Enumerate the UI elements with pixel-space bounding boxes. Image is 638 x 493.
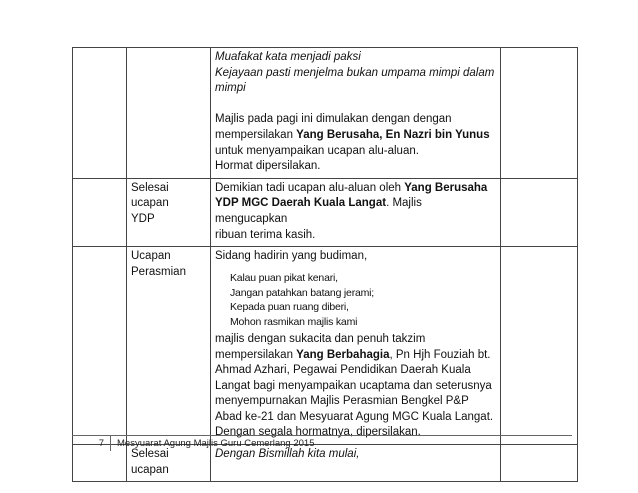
script-line <box>215 181 496 197</box>
script-cell <box>211 178 501 246</box>
script-line: Kejayaan pasti menjelma bukan umpama mimpi dalam <box>215 66 495 79</box>
script-line: untuk menyampaikan ucapan alu-aluan. <box>215 144 419 157</box>
pantun-line: Jangan patahkan batang jerami; <box>230 286 375 299</box>
footer-text: Mesyuarat Agung Majlis Guru Cemerlang 2015 <box>117 438 315 449</box>
notes-cell <box>501 178 578 246</box>
script-text: , Pn Hjh Fouziah bt. <box>389 348 491 361</box>
agenda-line: Perasmian <box>131 265 186 278</box>
script-line: Sidang hadirin yang budiman, <box>215 250 368 263</box>
honorific: Yang Berbahagia <box>296 348 390 361</box>
script-line <box>215 348 496 364</box>
agenda-line: Selesai ucapan <box>131 181 169 210</box>
agenda-line: Selesai ucapan <box>131 448 169 476</box>
time-cell <box>73 48 127 179</box>
script-text: mempersilakan <box>215 128 297 141</box>
script-line: menyempurnakan Majlis Perasmian Bengkel P&P <box>215 395 469 408</box>
speaker-name: YDP MGC Daerah Kuala Langat <box>215 197 387 210</box>
script-line <box>215 128 496 144</box>
script-text: mempersilakan <box>215 348 297 361</box>
pantun <box>215 271 496 330</box>
speaker-name: Yang Berusaha, En Nazri bin Yunus <box>296 128 490 141</box>
script-text: . Majlis mengucapkan <box>215 197 422 225</box>
page-footer <box>72 435 572 451</box>
pantun-line: Mohon rasmikan majlis kami <box>230 316 358 329</box>
script-line: Majlis pada pagi ini dimulakan dengan dengan <box>215 113 452 126</box>
time-cell <box>73 247 127 445</box>
script-line: majlis dengan sukacita dan penuh takzim <box>215 332 426 345</box>
script-line: Ahmad Azhari, Pegawai Pendidikan Daerah Kuala <box>215 364 471 377</box>
agenda-cell <box>127 48 211 179</box>
table-row <box>73 247 578 445</box>
script-cell <box>211 247 501 445</box>
notes-cell <box>501 247 578 445</box>
time-cell <box>73 178 127 246</box>
agenda-cell <box>127 247 211 445</box>
agenda-line: YDP <box>131 212 155 225</box>
speaker-name: Yang Berusaha <box>404 181 488 194</box>
pantun-line: Kalau puan pikat kenari, <box>230 271 338 284</box>
minutes-table <box>72 47 578 482</box>
script-line: Dengan segala hormatnya, dipersilakan. <box>215 426 421 439</box>
agenda-line: Ucapan <box>131 250 171 263</box>
notes-cell <box>501 48 578 179</box>
script-line: mimpi <box>215 82 246 95</box>
script-line: Muafakat kata menjadi paksi <box>215 51 361 63</box>
table-row <box>73 48 578 179</box>
table-row <box>73 178 578 246</box>
pantun-line: Kepada puan ruang diberi, <box>230 301 349 314</box>
script-line <box>215 196 496 227</box>
script-line: Dengan Bismillah kita mulai, <box>215 448 360 461</box>
script-text: Demikian tadi ucapan alu-aluan oleh <box>215 181 405 194</box>
script-line: ribuan terima kasih. <box>215 228 316 241</box>
spacer <box>215 97 496 113</box>
script-line: Abad ke-21 dan Mesyuarat Agung MGC Kuala Langat. <box>215 410 494 423</box>
page-number: 7 <box>72 436 111 451</box>
agenda-cell <box>127 178 211 246</box>
script-line: Langat bagi menyampaikan ucaptama dan seterusnya <box>215 379 492 392</box>
script-cell <box>211 48 501 179</box>
script-line: Hormat dipersilakan. <box>215 160 321 173</box>
